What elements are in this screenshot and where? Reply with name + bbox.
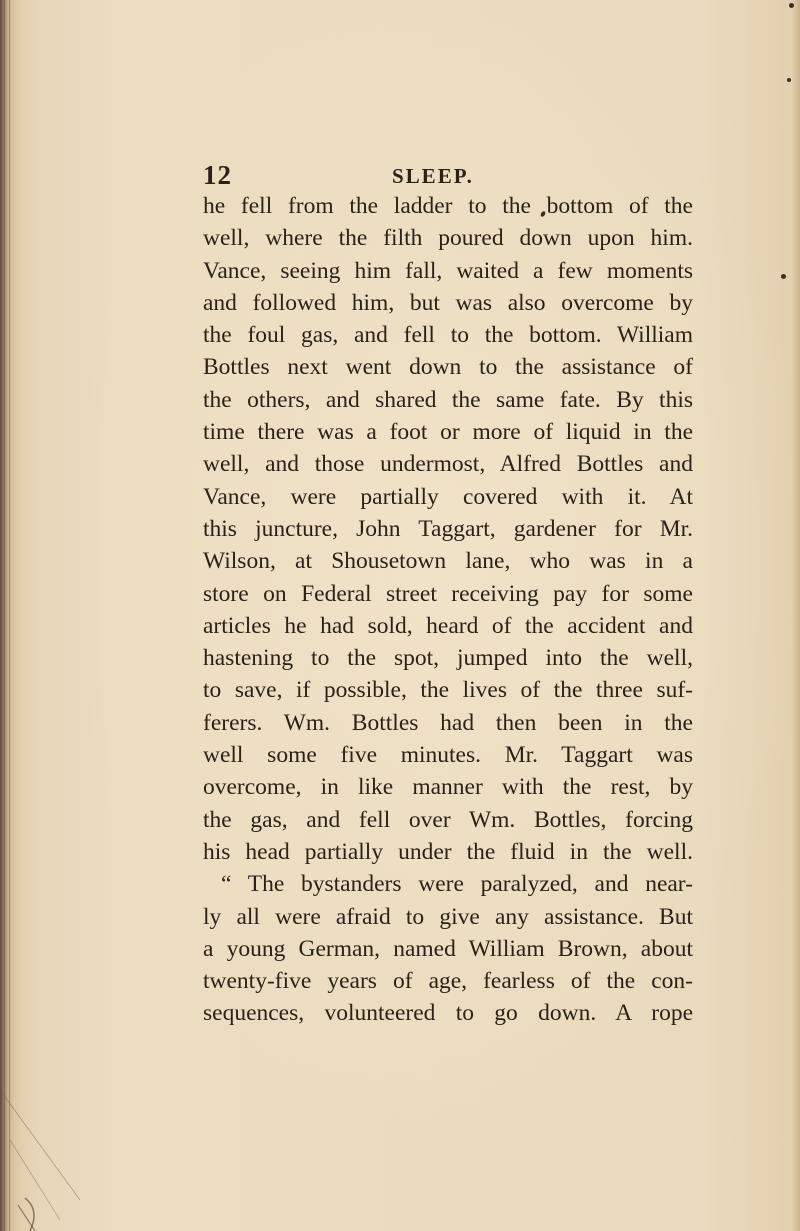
text-line: his head partially under the fluid in the well.: [203, 838, 693, 865]
text-line: well, where the filth poured down upon him.: [203, 225, 693, 252]
ink-speck: [789, 3, 794, 8]
text-line: a young German, named William Brown, about: [203, 935, 693, 962]
text-line: articles he had sold, heard of the accident and: [203, 612, 693, 639]
ink-speck: [787, 78, 791, 82]
text-line: the gas, and fell over Wm. Bottles, forcing: [203, 806, 693, 833]
text-line: overcome, in like manner with the rest, by: [203, 774, 693, 801]
text-line: “ The bystanders were paralyzed, and near-: [221, 871, 693, 898]
text-line: the foul gas, and fell to the bottom. William: [203, 322, 693, 349]
text-line: he fell from the ladder to the bottom of the: [203, 193, 693, 219]
body-text: [203, 190, 693, 1030]
text-line: and followed him, but was also overcome by: [203, 289, 693, 316]
corner-scratch-marks: [0, 1080, 110, 1231]
text-line: ferers. Wm. Bottles had then been in the: [203, 709, 693, 736]
text-line: store on Federal street receiving pay for some: [203, 580, 693, 607]
ink-speck: [781, 274, 786, 279]
text-line: sequences, volunteered to go down. A rope: [203, 1000, 693, 1027]
text-line: Vance, seeing him fall, waited a few moments: [203, 257, 693, 284]
text-line: well, and those undermost, Alfred Bottles and: [203, 451, 693, 478]
text-line: Vance, were partially covered with it. At: [203, 483, 693, 510]
text-line: to save, if possible, the lives of the three suf-: [203, 677, 693, 704]
text-line: Bottles next went down to the assistance of: [203, 354, 693, 381]
text-line: Wilson, at Shousetown lane, who was in a: [203, 548, 693, 575]
text-line: this juncture, John Taggart, gardener for Mr.: [203, 515, 693, 542]
text-line: well some five minutes. Mr. Taggart was: [203, 742, 693, 769]
running-title: SLEEP.: [392, 164, 474, 188]
text-line: the others, and shared the same fate. By this: [203, 386, 693, 413]
running-head: [0, 160, 800, 190]
text-line: ly all were afraid to give any assistance. But: [203, 903, 693, 930]
text-line: time there was a foot or more of liquid in the: [203, 419, 693, 446]
text-line: hastening to the spot, jumped into the well,: [203, 645, 693, 672]
text-line: twenty-five years of age, fearless of the con-: [203, 968, 693, 995]
page-number: 12: [203, 160, 232, 190]
